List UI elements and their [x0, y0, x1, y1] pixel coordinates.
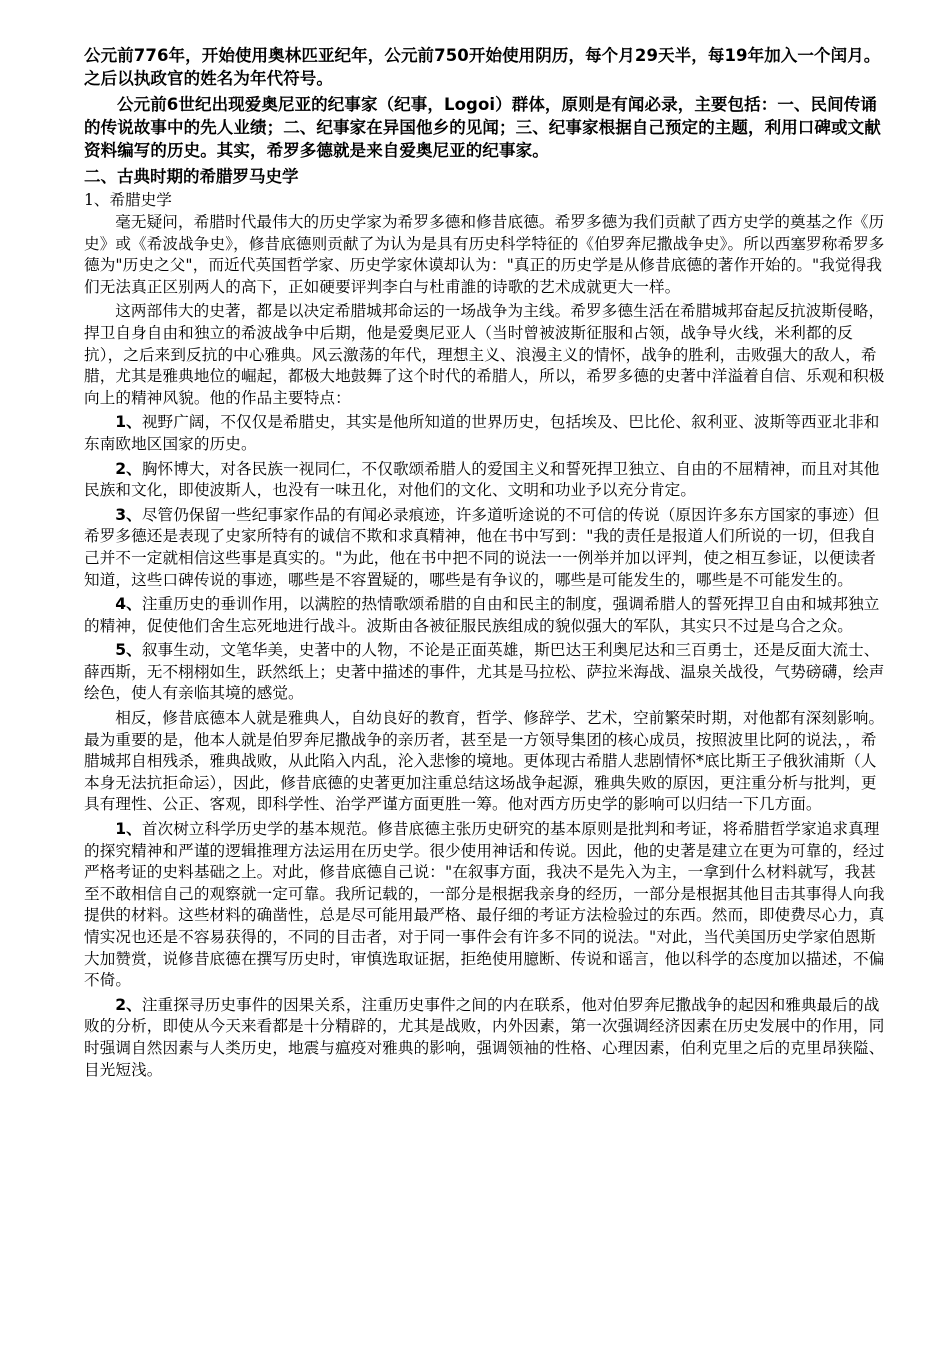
thucydides-influence-2	[84, 995, 891, 1081]
feature-number: 1、	[115, 413, 142, 432]
paragraph-herodotus-thucydides: 毫无疑问，希腊时代最伟大的历史学家为希罗多德和修昔底德。希罗多德为我们贡献了西方史学的奠基之作《历史》或《希波战争史》，修昔底德则贡献了为认为是具有历史科学特征的《伯罗奔尼撒战争史》。所以西塞罗称希罗多德为"历史之父"，而近代英国哲学家、历史学家休谟却认为："真正的历史学是从修昔底德的著作开始的。"我觉得我们无法真正区别两人的高下，正如硬要评判李白与杜甫誰的诗歌的艺术成就更大一样。	[84, 213, 885, 296]
feature-text: 叙事生动，文笔华美，史著中的人物，不论是正面英雄，斯巴达王利奥尼达和三百勇士，还是反面大流士、薛西斯，无不栩栩如生，跃然纸上；史著中描述的事件，尤其是马拉松、萨拉米海战、温泉关战役，气势磅礴，绘声绘色，使人有亲临其境的感觉。	[84, 641, 885, 703]
feature-number: 2、	[115, 459, 142, 478]
herodotus-feature-3	[84, 505, 891, 591]
herodotus-feature-1	[84, 412, 891, 455]
paragraph-two-works: 这两部伟大的史著，都是以决定希腊城邦命运的一场战争为主线。希罗多德生活在希腊城邦奋起反抗波斯侵略，捍卫自身自由和独立的希波战争中后期，他是爱奥尼亚人（当时曾被波斯征服和占领，战争导火线，米利都的反抗），之后来到反抗的中心雅典。风云激荡的年代，理想主义、浪漫主义的情怀，战争的胜利，击败强大的敌人，希腊，尤其是雅典地位的崛起，都极大地鼓舞了这个时代的希腊人，所以，希罗多德的史著中洋溢着自信、乐观和积极向上的精神风貌。他的作品主要特点：	[84, 302, 885, 407]
paragraph-olympiad-calendar: 公元前776年，开始使用奥林匹亚纪年，公元前750开始使用阴历，每个月29天半，每19年加入一个闰月。之后以执政官的姓名为年代符号。	[84, 46, 881, 88]
feature-text: 胸怀博大，对各民族一视同仁，不仅歌颂希腊人的爱国主义和誓死捍卫独立、自由的不屈精神，而且对其他民族和文化，即使波斯人，也没有一味丑化，对他们的文化、文明和功业予以充分肯定。	[84, 459, 880, 500]
subsection-heading: 1、希腊史学	[84, 191, 172, 209]
influence-number: 1、	[115, 820, 142, 839]
feature-text: 注重历史的垂训作用，以满腔的热情歌颂希腊的自由和民主的制度，强调希腊人的誓死捍卫自由和城邦独立的精神，促使他们舍生忘死地进行战斗。波斯由各被征服民族组成的貌似强大的军队，其实只不过是乌合之众。	[84, 595, 880, 635]
feature-number: 3、	[115, 505, 142, 524]
herodotus-feature-5	[84, 640, 891, 705]
influence-text: 首次树立科学历史学的基本规范。修昔底德主张历史研究的基本原则是批判和考证，将希腊哲学家追求真理的探究精神和严谨的逻辑推理方法运用在历史学。很少使用神话和传说。因此，他的史著是建立在更为可靠的，经过严格考证的史料基础之上。对此，修昔底德自己说："在叙事方面，我决不是先入为主，一拿到什么材料就写，我甚至不敢相信自己的观察就一定可靠。我所记载的，一部分是根据我亲身的经历，一部分是根据其他目击其事得人向我提供的材料。这些材料的确凿性，总是尽可能用最严格、最仔细的考证方法检验过的东西。然而，即使费尽心力，真情实况也还是不容易获得的，不同的目击者，对于同一事件会有许多不同的说法。"对此，当代美国历史学家伯恩斯大加赞赏，说修昔底德在撰写历史时，审慎选取证据，拒绝使用臆断、传说和谣言，他以科学的态度加以描述，不偏不倚。	[84, 820, 885, 990]
influence-number: 2、	[115, 995, 142, 1014]
influence-text: 注重探寻历史事件的因果关系，注重历史事件之间的内在联系，他对伯罗奔尼撒战争的起因和雅典最后的战败的分析，即使从今天来看都是十分精辟的，尤其是战败，内外因素，第一次强调经济因素在历史发展中的作用，同时强调自然因素与人类历史，地震与瘟疫对雅典的影响，强调领袖的性格、心理因素，伯利克里之后的克里昂狭隘、目光短浅。	[84, 995, 885, 1079]
paragraph-ionian-chroniclers: 公元前6世纪出现爱奥尼亚的纪事家（纪事，Logoi）群体，原则是有闻必录，主要包括：一、民间传诵的传说故事中的先人业绩；二、纪事家在异国他乡的见闻；三、纪事家根据自己预定的主题，利用口碑或文献资料编写的历史。其实，希罗多德就是来自爱奥尼亚的纪事家。	[84, 95, 881, 160]
feature-text: 尽管仍保留一些纪事家作品的有闻必录痕迹，许多道听途说的不可信的传说（原因许多东方国家的事迹）但希罗多德还是表现了史家所特有的诚信不欺和求真精神，他在书中写到："我的责任是报道人们所说的一切，但我自己并不一定就相信这些事是真实的。"为此，他在书中把不同的说法一一例举并加以评判，使之相互参证，以便读者知道，这些口碑传说的事迹，哪些是不容置疑的，哪些是有争议的，哪些是可能发生的，哪些是不可能发生的。	[84, 505, 880, 589]
feature-number: 5、	[115, 641, 142, 660]
section-heading: 二、古典时期的希腊罗马史学	[84, 167, 299, 186]
feature-number: 4、	[115, 595, 142, 614]
herodotus-feature-4	[84, 594, 891, 637]
herodotus-feature-2	[84, 459, 891, 502]
thucydides-influence-1	[84, 819, 891, 992]
paragraph-thucydides: 相反，修昔底德本人就是雅典人，自幼良好的教育，哲学、修辞学、艺术，空前繁荣时期，对他都有深刻影响。最为重要的是，他本人就是伯罗奔尼撒战争的亲历者，甚至是一方领导集团的核心成员，按照波里比阿的说法，，希腊城邦自相残杀，雅典战败，从此陷入内乱，沦入悲惨的境地。更体现古希腊人悲剧情怀*底比斯王子俄狄浦斯（人本身无法抗拒命运），因此，修昔底德的史著更加注重总结这场战争起源，雅典失败的原因，更注重分析与批判，更具有理性、公正、客观，即科学性、治学严谨方面更胜一筹。他对西方历史学的影响可以归结一下几方面。	[84, 709, 885, 814]
feature-text: 视野广阔，不仅仅是希腊史，其实是他所知道的世界历史，包括埃及、巴比伦、叙利亚、波斯等西亚北非和东南欧地区国家的历史。	[84, 413, 880, 453]
